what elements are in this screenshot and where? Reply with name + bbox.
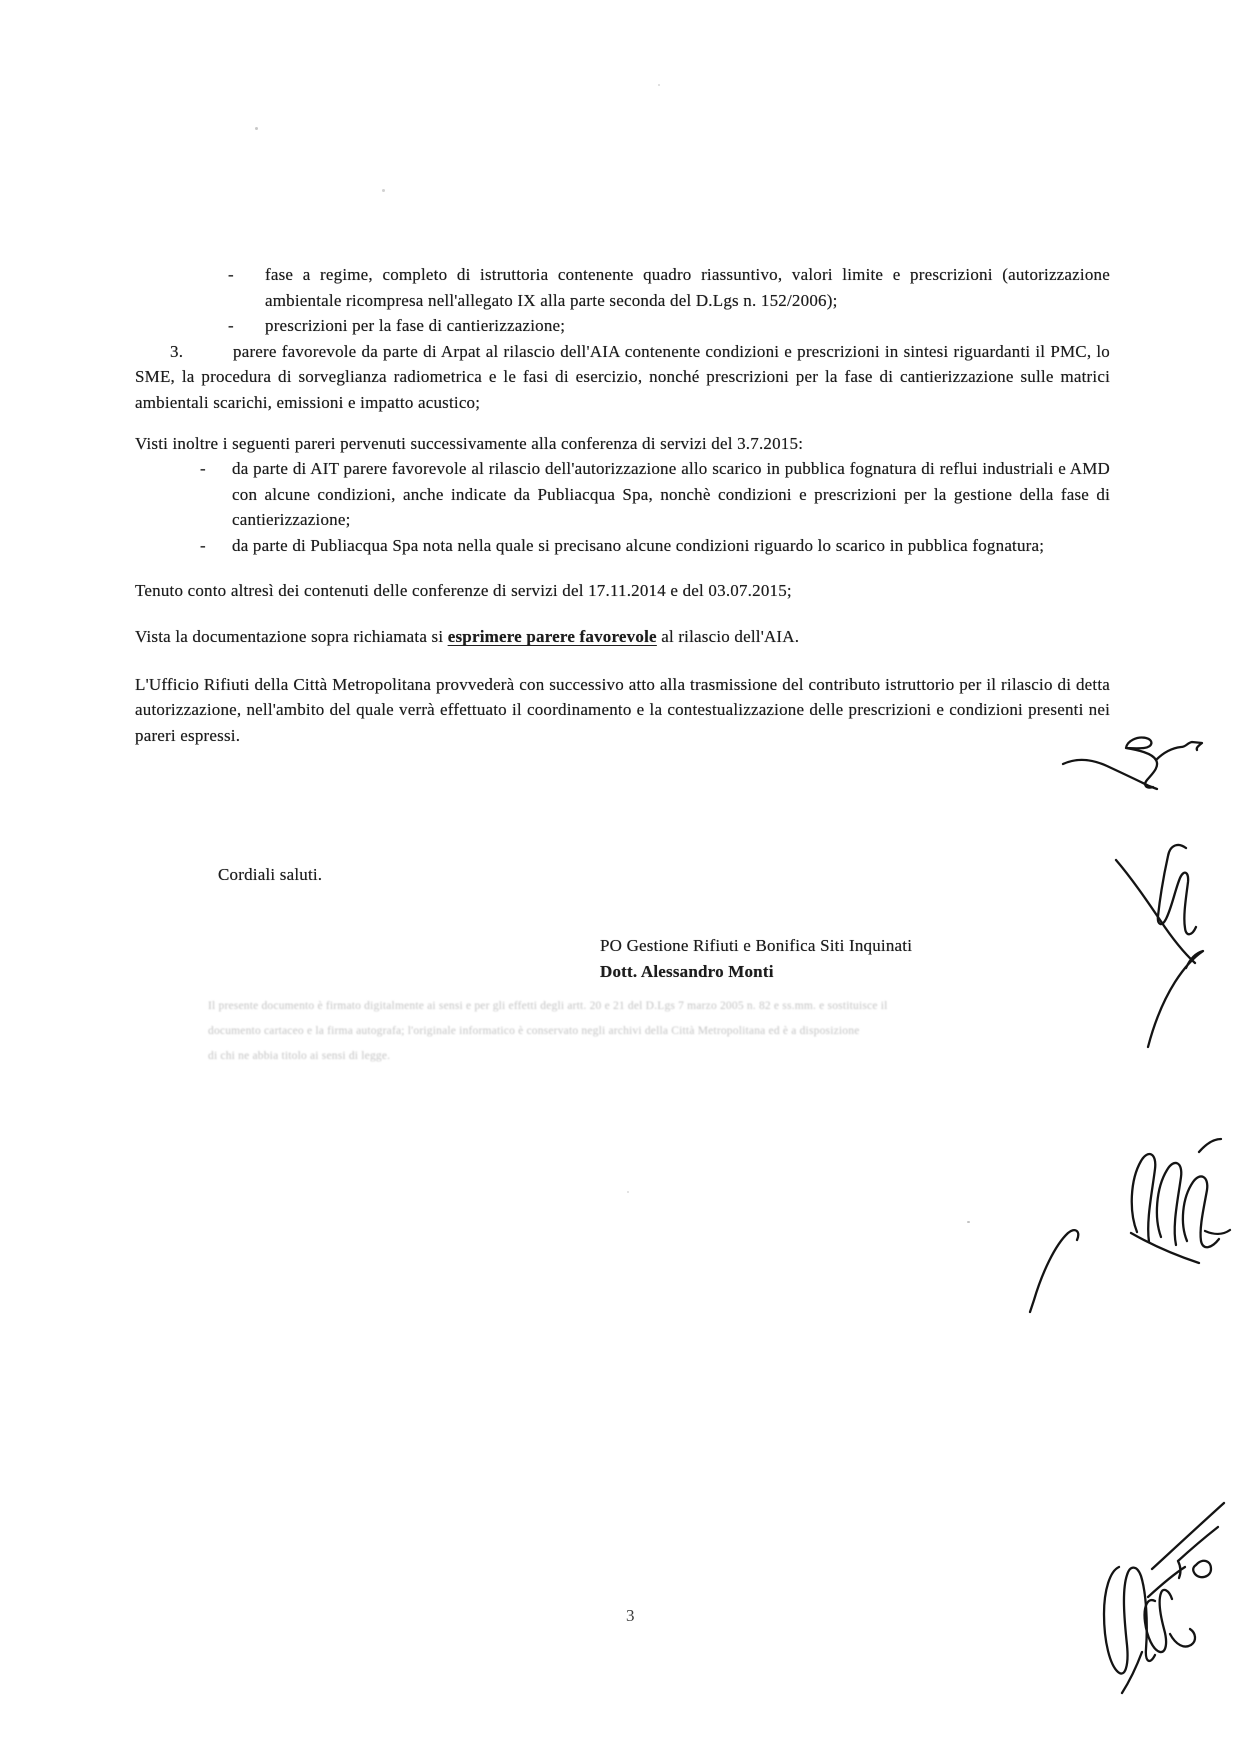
page-number: 3 <box>626 1606 635 1625</box>
pen-stroke-diagonal <box>1148 951 1203 1047</box>
vista-after: al rilascio dell'AIA. <box>656 627 800 647</box>
fine-print-line: di chi ne abbia titolo ai sensi di legge. <box>208 1050 391 1063</box>
list-item <box>135 313 1110 339</box>
paragraph-ufficio: L'Ufficio Rifiuti della Città Metropolitana provvederà con successivo atto alla trasmissione del contributo istruttorio per il rilascio di detta autorizzazione, nell'ambito del quale verrà effettuato il coordinamento e la contestualizzazione delle prescrizioni e condizioni presenti nei pareri espressi. <box>135 674 1110 745</box>
list-item-text: da parte di Publiacqua Spa nota nella quale si precisano alcune condizioni riguardo lo scarico in pubblica fognatura; <box>232 535 1045 555</box>
scan-speck <box>627 1191 629 1193</box>
signatory-name: Dott. Alessandro Monti <box>600 962 774 982</box>
fine-print-line: documento cartaceo e la firma autografa; l'originale informatico è conservato negli archivi della Città Metropolitana ed è a disposizione <box>208 1025 860 1038</box>
scan-speck <box>255 127 258 130</box>
vista-emphasis: esprimere parere favorevole <box>447 627 657 647</box>
list-item-text: fase a regime, completo di istruttoria contenente quadro riassuntivo, valori limite e prescrizioni (autorizzazione ambientale ricompresa nell'allegato IX alla parte seconda del D.Lgs n. 152/2006); <box>265 265 1110 310</box>
numbered-paragraph-3 <box>135 339 1110 416</box>
list-item <box>135 533 1110 559</box>
dash-bullet: - <box>228 316 234 336</box>
signatory-role: PO Gestione Rifiuti e Bonifica Siti Inquinati <box>600 936 913 956</box>
document-body <box>135 0 1110 1069</box>
closing-salutation: Cordiali saluti. <box>218 864 323 884</box>
list-item <box>135 262 1110 313</box>
scan-speck <box>382 189 385 192</box>
dash-bullet: - <box>200 459 206 479</box>
scan-speck <box>967 1221 970 1223</box>
dash-bullet: - <box>228 265 234 284</box>
paragraph-tenuto: Tenuto conto altresì dei contenuti delle conferenze di servizi del 17.11.2014 e del 03.07.2015; <box>135 580 792 600</box>
paragraph-text: parere favorevole da parte di Arpat al rilascio dell'AIA contenente condizioni e prescrizioni in sintesi riguardanti il PMC, lo SME, la procedura di sorveglianza radiometrica e le fasi di esercizio, nonché prescrizioni per la fase di cantierizzazione sulle matrici ambientali scarichi, emissioni e impatto acustico; <box>135 341 1110 412</box>
pen-stroke-loops <box>1131 1139 1230 1263</box>
list-item <box>135 456 1110 533</box>
illegible-fine-print <box>208 994 1013 1069</box>
signature-scribble <box>1104 1503 1224 1693</box>
intro-dash-list <box>135 262 1110 339</box>
list-item-text: prescrizioni per la fase di cantierizzazione; <box>265 316 566 336</box>
pareri-dash-list <box>135 456 1110 558</box>
dash-bullet: - <box>200 535 206 555</box>
signature-block <box>600 933 995 985</box>
paragraph-visti: Visti inoltre i seguenti pareri pervenuti successivamente alla conferenza di servizi del 3.7.2015: <box>135 433 804 453</box>
pen-stroke-paraph-2 <box>1116 845 1196 963</box>
paragraph-vista <box>135 624 1110 650</box>
scan-speck <box>658 84 660 86</box>
fine-print-line: Il presente documento è firmato digitalmente ai sensi e per gli effetti degli artt. 20 e 21 del D.Lgs 7 marzo 2005 n. 82 e ss.mm. e sostituisce il <box>208 1000 888 1013</box>
vista-before: Vista la documentazione sopra richiamata si <box>135 627 448 647</box>
list-item-text: da parte di AIT parere favorevole al rilascio dell'autorizzazione allo scarico in pubblica fognatura di reflui industriali e AMD con alcune condizioni, anche indicate da Publiacqua Spa, nonchè condizioni e prescrizioni per la gestione della fase di cantierizzazione; <box>232 459 1110 530</box>
pen-stroke-curve <box>1030 1230 1078 1312</box>
paragraph-number: 3. <box>170 341 184 361</box>
